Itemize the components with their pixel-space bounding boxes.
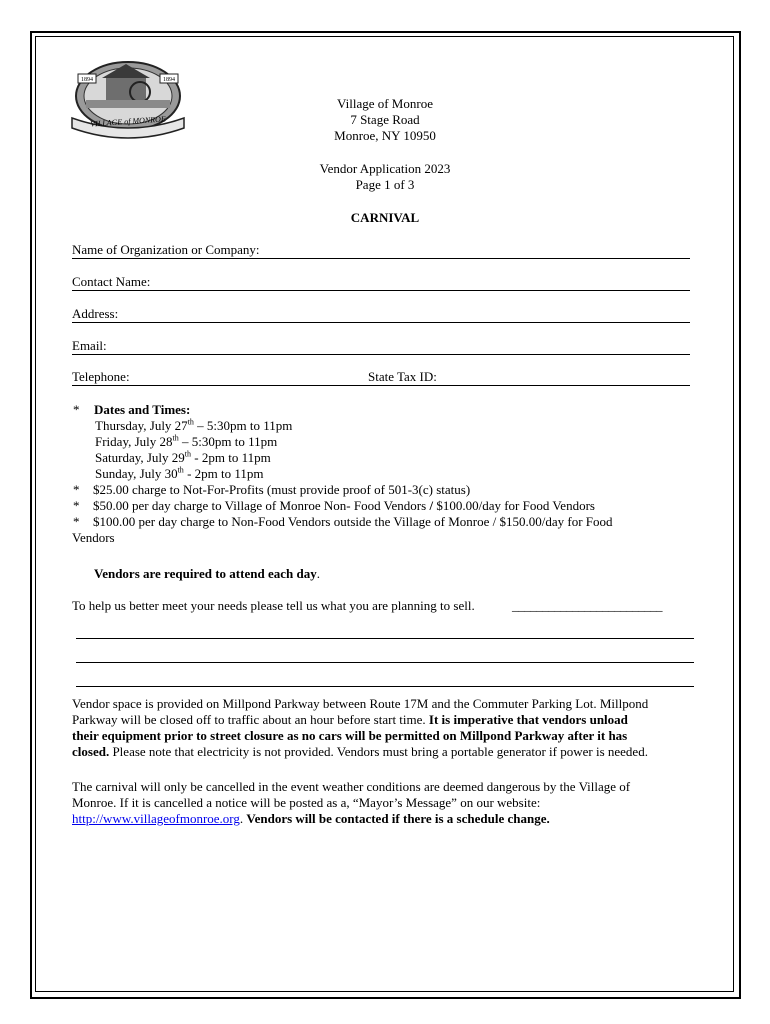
sell-answer-blank[interactable]: _________________________ <box>512 598 662 613</box>
tax-id-field[interactable] <box>362 369 690 386</box>
org-name: Village of Monroe <box>337 96 433 111</box>
logo-banner-text: VILLAGE of MONROE <box>89 114 167 129</box>
space-line-1: Vendor space is provided on Millpond Parkway between Route 17M and the Commuter Parking Lot. Millpond <box>72 696 649 711</box>
page-number: Page 1 of 3 <box>355 177 415 192</box>
bullet: * <box>73 482 80 497</box>
date-thursday: Thursday, July 27th – 5:30pm to 11pm <box>95 417 293 433</box>
fee-outside-vendors: $100.00 per day charge to Non-Food Vendors outside the Village of Monroe / $150.00/day for Food <box>93 514 613 529</box>
sell-answer-line[interactable] <box>76 637 694 639</box>
bullet: * <box>73 498 80 513</box>
bullet: * <box>73 514 80 529</box>
address-field[interactable] <box>72 306 690 323</box>
cancel-line-3: http://www.villageofmonroe.org. Vendors will be contacted if there is a schedule change. <box>72 811 550 826</box>
tax-id-label: State Tax ID: <box>368 369 437 384</box>
organization-field[interactable] <box>72 242 690 259</box>
dates-heading: Dates and Times: <box>94 402 191 417</box>
space-line-4: closed. Please note that electricity is not provided. Vendors must bring a portable generator if power is needed. <box>72 744 648 759</box>
telephone-label: Telephone: <box>72 369 130 384</box>
address-label: Address: <box>72 306 119 321</box>
org-city: Monroe, NY 10950 <box>334 128 436 143</box>
fee-nonprofit: $25.00 charge to Not-For-Profits (must provide proof of 501-3(c) status) <box>93 482 471 497</box>
fee-outside-vendors-cont: Vendors <box>72 530 115 545</box>
email-field[interactable] <box>72 338 690 355</box>
contact-name-label: Contact Name: <box>72 274 151 289</box>
space-line-2: Parkway will be closed off to traffic about an hour before start time. It is imperative that vendors unload <box>72 712 628 727</box>
sell-prompt: To help us better meet your needs please tell us what you are planning to sell. <box>72 598 475 613</box>
attendance-note: Vendors are required to attend each day. <box>94 566 320 581</box>
logo-year-left: 1894 <box>81 77 93 83</box>
doc-title: Vendor Application 2023 <box>319 161 451 176</box>
logo-year-right: 1894 <box>163 77 175 83</box>
organization-label: Name of Organization or Company: <box>72 242 260 257</box>
space-line-3: their equipment prior to street closure as no cars will be permitted on Millpond Parkway after it has <box>72 728 628 743</box>
date-saturday: Saturday, July 29th - 2pm to 11pm <box>95 449 271 465</box>
bullet: * <box>73 402 80 417</box>
fee-village-vendors: $50.00 per day charge to Village of Monroe Non- Food Vendors / $100.00/day for Food Vendors <box>93 498 595 513</box>
org-street: 7 Stage Road <box>350 112 420 127</box>
cancel-line-2: Monroe. If it is cancelled a notice will be posted as a, “Mayor’s Message” on our website: <box>72 795 541 810</box>
sell-answer-line[interactable] <box>76 685 694 687</box>
contact-name-field[interactable] <box>72 274 690 291</box>
cancel-line-1: The carnival will only be cancelled in the event weather conditions are deemed dangerous by the Village of <box>72 779 631 794</box>
sell-answer-line[interactable] <box>76 661 694 663</box>
telephone-field[interactable] <box>72 369 362 386</box>
date-sunday: Sunday, July 30th - 2pm to 11pm <box>95 465 264 481</box>
event-title: CARNIVAL <box>350 210 420 225</box>
date-friday: Friday, July 28th – 5:30pm to 11pm <box>95 433 278 449</box>
website-link[interactable]: http://www.villageofmonroe.org <box>72 811 240 826</box>
email-label: Email: <box>72 338 107 353</box>
